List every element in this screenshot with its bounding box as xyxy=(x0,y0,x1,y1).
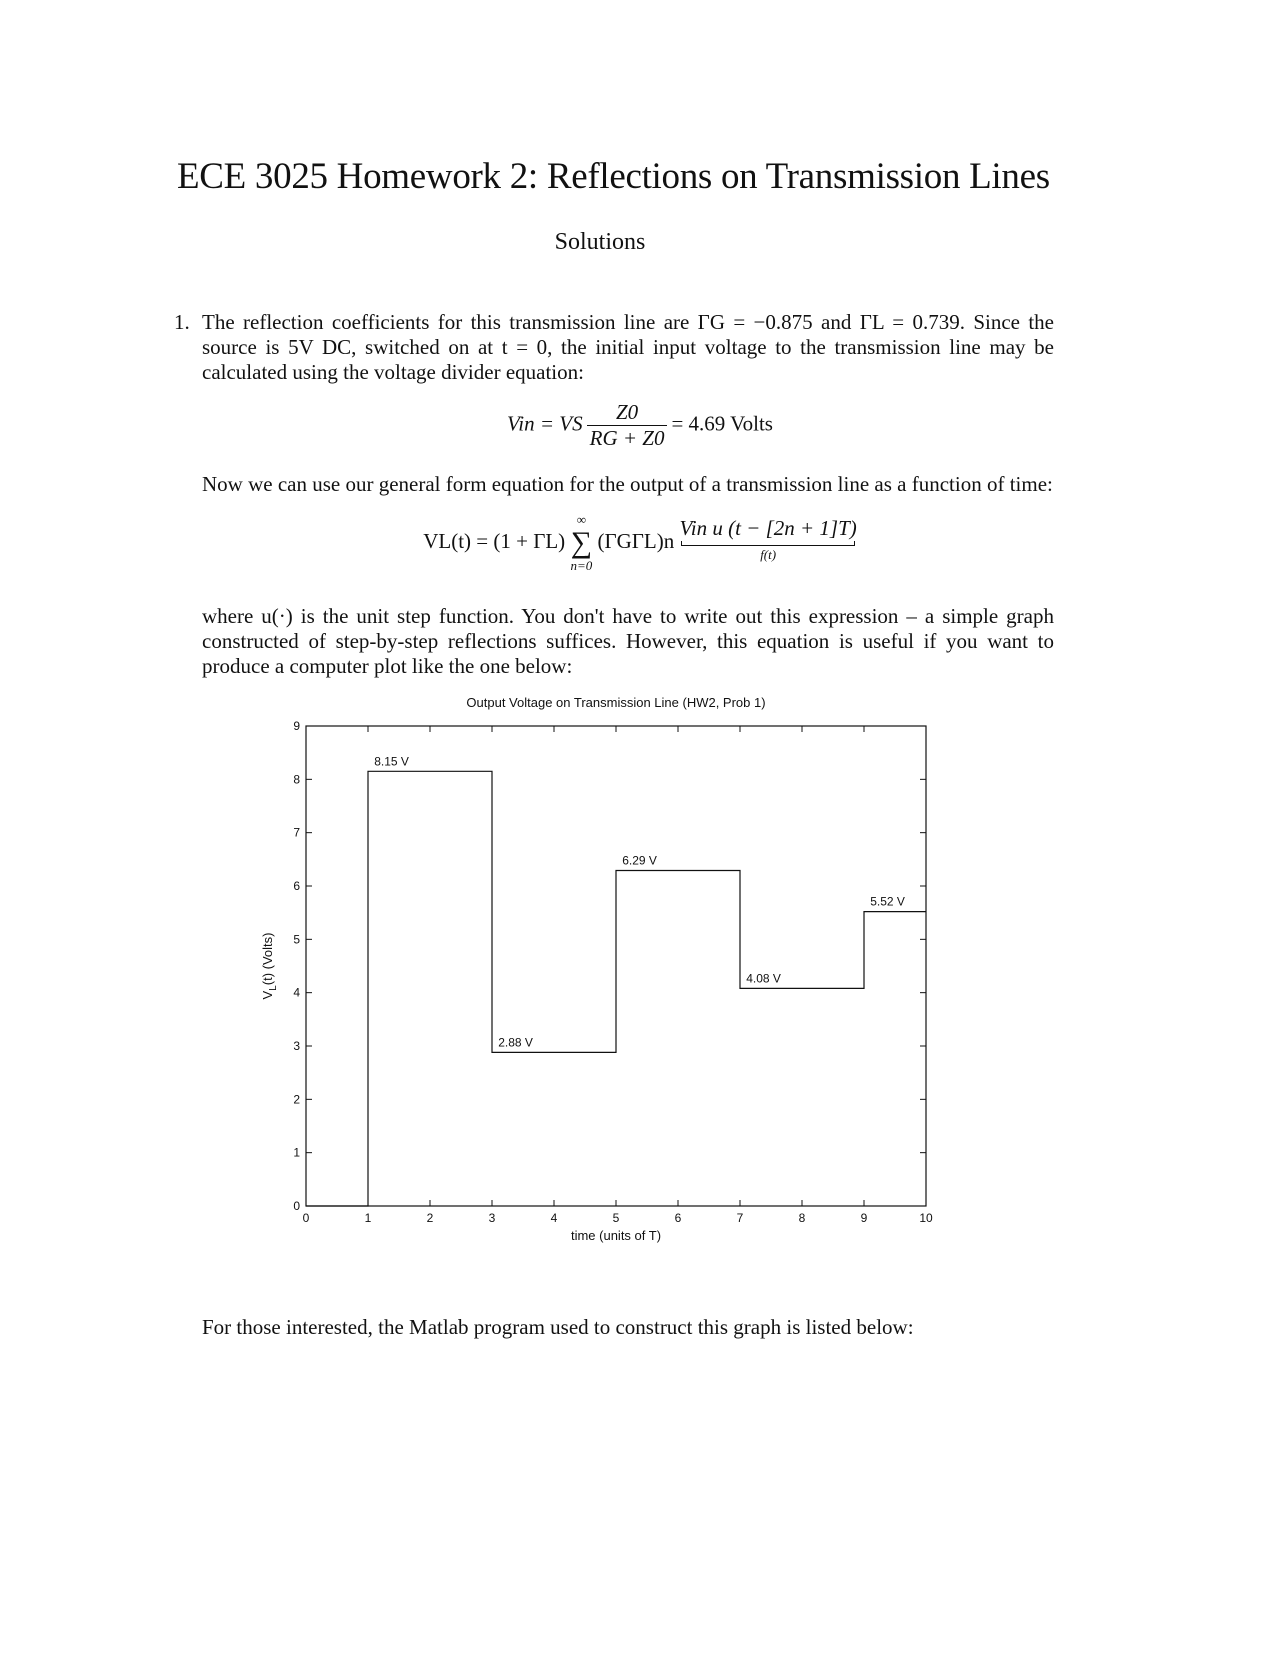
equation-vin-fraction xyxy=(587,400,668,451)
equation-vin-lhs: Vin = VS xyxy=(507,411,583,436)
equation-vin xyxy=(0,400,1280,451)
equation-vl-term: (ΓGΓL)n xyxy=(597,528,675,553)
y-tick-label: 9 xyxy=(293,719,300,733)
y-tick-label: 5 xyxy=(293,932,300,947)
equation-vin-denominator: RG + Z0 xyxy=(589,426,665,450)
y-tick-label: 4 xyxy=(293,985,300,1000)
x-tick-label: 1 xyxy=(364,1211,372,1225)
data-label: 2.88 V xyxy=(498,1035,533,1050)
y-tick-label: 7 xyxy=(293,825,300,840)
y-axis-label xyxy=(260,933,279,1000)
y-tick-label: 8 xyxy=(293,772,300,787)
voltage-step-line xyxy=(306,771,926,1206)
data-label: 8.15 V xyxy=(374,754,409,769)
x-tick-label: 9 xyxy=(860,1211,868,1225)
x-tick-label: 0 xyxy=(302,1211,310,1225)
summation-symbol: ∑ xyxy=(570,526,593,559)
page-title: ECE 3025 Homework 2: Reflections on Transmission Lines xyxy=(177,156,1050,197)
y-tick-label: 1 xyxy=(293,1145,300,1160)
page-subtitle: Solutions xyxy=(554,229,646,255)
y-tick-label: 3 xyxy=(293,1039,300,1053)
data-label: 4.08 V xyxy=(746,971,781,986)
problem-1-text-2: Now we can use our general form equation for the output of a transmission line as a function of time: xyxy=(202,472,1053,496)
y-tick-label: 6 xyxy=(293,879,300,893)
y-label-sub: L xyxy=(268,985,279,991)
data-labels xyxy=(374,754,905,1049)
y-tick-label: 0 xyxy=(293,1199,300,1213)
x-tick-label: 8 xyxy=(798,1211,806,1225)
equation-vl-braced: Vin u (t − [2n + 1]T) xyxy=(679,516,857,540)
problem-1-text: The reflection coefficients for this transmission line are ΓG = −0.875 and ΓL = 0.739. Since the source is 5V DC, switched on at t = 0, the initial input voltage to the transmission line may be calculated using the voltage divider equation: xyxy=(202,310,1054,384)
equation-vl xyxy=(0,512,1280,574)
x-tick-label: 3 xyxy=(488,1211,496,1225)
y-axis-ticks xyxy=(293,719,926,1213)
x-tick-label: 5 xyxy=(612,1211,620,1225)
summation xyxy=(570,512,592,574)
x-axis-label: time (units of T) xyxy=(570,1228,662,1243)
problem-1-intro xyxy=(174,310,1054,385)
problem-1-text-4: For those interested, the Matlab program used to construct this graph is listed below: xyxy=(202,1315,914,1339)
x-tick-label: 10 xyxy=(919,1211,933,1225)
x-axis-ticks xyxy=(303,726,933,1225)
x-tick-label: 2 xyxy=(426,1211,434,1225)
y-tick-label: 2 xyxy=(293,1092,300,1107)
y-label-main: V xyxy=(260,990,275,1000)
y-label-rest: (t) (Volts) xyxy=(260,932,275,986)
x-tick-label: 7 xyxy=(736,1211,744,1225)
x-tick-label: 6 xyxy=(674,1211,682,1225)
data-label: 5.52 V xyxy=(870,894,905,909)
chart-title: Output Voltage on Transmission Line (HW2, Prob 1) xyxy=(466,695,766,710)
problem-number: 1. xyxy=(174,310,190,334)
chart-svg xyxy=(250,690,950,1250)
problem-1-text-3: where u(·) is the unit step function. You don't have to write out this expression – a simple graph constructed of step-by-step reflections suffices. However, this equation is useful if you want to produce a computer plot like the one below: xyxy=(202,604,1054,678)
summation-upper-limit: ∞ xyxy=(576,512,586,527)
underbrace-label: f(t) xyxy=(760,547,777,562)
data-label: 6.29 V xyxy=(622,853,657,868)
equation-vin-rhs: = 4.69 Volts xyxy=(671,411,773,436)
x-tick-label: 4 xyxy=(550,1211,558,1225)
underbrace-group xyxy=(679,516,856,564)
voltage-chart xyxy=(250,690,950,1254)
equation-vin-numerator: Z0 xyxy=(587,400,668,426)
summation-lower-limit: n=0 xyxy=(570,558,593,573)
equation-vl-lhs: VL(t) = (1 + ΓL) xyxy=(423,528,566,553)
